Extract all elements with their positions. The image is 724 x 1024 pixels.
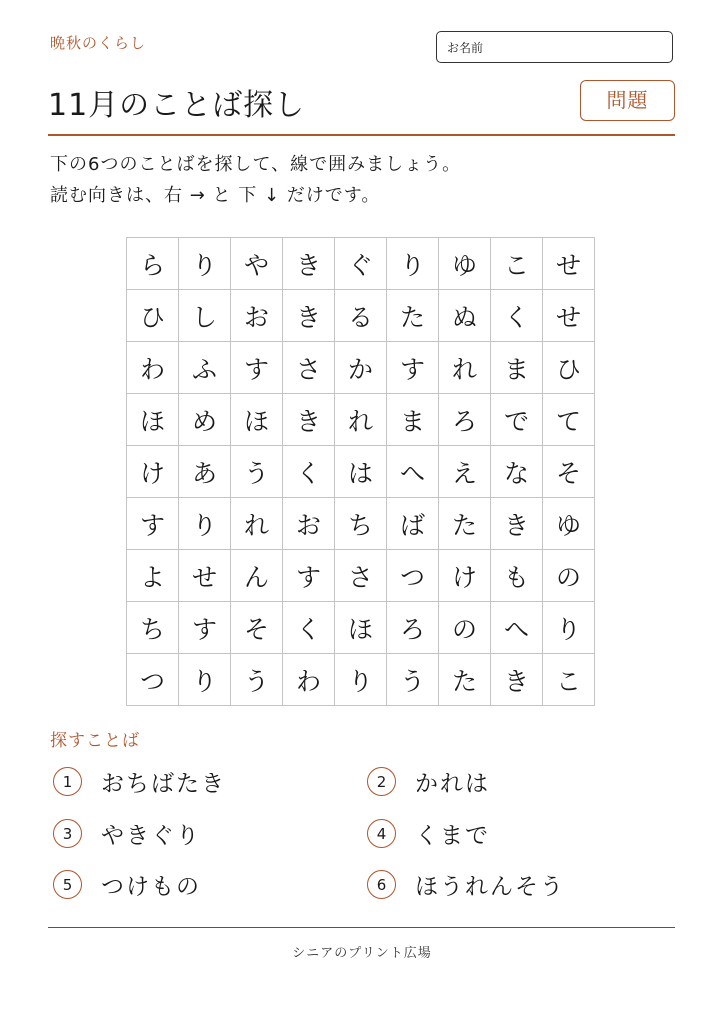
- grid-cell[interactable]: り: [335, 654, 387, 706]
- grid-cell[interactable]: う: [231, 446, 283, 498]
- number-badge: 2: [367, 767, 396, 796]
- grid-cell[interactable]: よ: [127, 550, 179, 602]
- grid-cell[interactable]: も: [491, 550, 543, 602]
- grid-cell[interactable]: わ: [127, 342, 179, 394]
- word-item: [367, 817, 490, 850]
- grid-cell[interactable]: ゆ: [439, 238, 491, 290]
- header-divider: [48, 134, 675, 136]
- grid-cell[interactable]: て: [543, 394, 595, 446]
- grid-cell[interactable]: か: [335, 342, 387, 394]
- grid-cell[interactable]: ろ: [439, 394, 491, 446]
- grid-cell[interactable]: せ: [543, 238, 595, 290]
- number-badge: 5: [53, 870, 82, 899]
- grid-cell[interactable]: す: [283, 550, 335, 602]
- footer-divider: [48, 927, 675, 928]
- grid-cell[interactable]: れ: [335, 394, 387, 446]
- grid-cell[interactable]: ら: [127, 238, 179, 290]
- word-text: つけもの: [101, 874, 201, 900]
- grid-cell[interactable]: り: [179, 498, 231, 550]
- grid-cell[interactable]: ふ: [179, 342, 231, 394]
- number-badge: 1: [53, 767, 82, 796]
- grid-cell[interactable]: え: [439, 446, 491, 498]
- grid-cell[interactable]: き: [491, 654, 543, 706]
- grid-cell[interactable]: れ: [439, 342, 491, 394]
- grid-cell[interactable]: ほ: [231, 394, 283, 446]
- grid-cell[interactable]: く: [283, 446, 335, 498]
- grid-cell[interactable]: ぐ: [335, 238, 387, 290]
- grid-cell[interactable]: う: [387, 654, 439, 706]
- grid-cell[interactable]: ぬ: [439, 290, 491, 342]
- grid-cell[interactable]: ば: [387, 498, 439, 550]
- grid-cell[interactable]: ん: [231, 550, 283, 602]
- grid-cell[interactable]: す: [387, 342, 439, 394]
- grid-cell[interactable]: で: [491, 394, 543, 446]
- word-search-grid: [126, 237, 595, 706]
- grid-cell[interactable]: た: [439, 654, 491, 706]
- grid-cell[interactable]: ま: [387, 394, 439, 446]
- grid-cell[interactable]: そ: [231, 602, 283, 654]
- grid-cell[interactable]: り: [179, 238, 231, 290]
- word-item: [367, 868, 565, 901]
- grid-cell[interactable]: せ: [543, 290, 595, 342]
- word-text: ほうれんそう: [415, 874, 565, 900]
- grid-cell[interactable]: き: [491, 498, 543, 550]
- grid-cell[interactable]: け: [127, 446, 179, 498]
- grid-cell[interactable]: く: [283, 602, 335, 654]
- grid-cell[interactable]: そ: [543, 446, 595, 498]
- words-heading: 探すことば: [50, 731, 140, 751]
- grid-cell[interactable]: り: [179, 654, 231, 706]
- grid-cell[interactable]: つ: [387, 550, 439, 602]
- grid-cell[interactable]: く: [491, 290, 543, 342]
- grid-cell[interactable]: ほ: [127, 394, 179, 446]
- grid-cell[interactable]: ひ: [543, 342, 595, 394]
- grid-cell[interactable]: へ: [491, 602, 543, 654]
- grid-cell[interactable]: ひ: [127, 290, 179, 342]
- footer-credit: シニアのプリント広場: [292, 946, 432, 961]
- grid-cell[interactable]: せ: [179, 550, 231, 602]
- instruction-line-2: 読む向きは、右 → と 下 ↓ だけです。: [50, 185, 381, 206]
- grid-cell[interactable]: れ: [231, 498, 283, 550]
- grid-cell[interactable]: り: [387, 238, 439, 290]
- grid-cell[interactable]: ほ: [335, 602, 387, 654]
- grid-cell[interactable]: う: [231, 654, 283, 706]
- instruction-line-1: 下の6つのことばを探して、線で囲みましょう。: [50, 154, 462, 175]
- grid-cell[interactable]: あ: [179, 446, 231, 498]
- grid-cell[interactable]: へ: [387, 446, 439, 498]
- grid-cell[interactable]: き: [283, 394, 335, 446]
- category-label: 晩秋のくらし: [50, 34, 147, 52]
- grid-cell[interactable]: さ: [283, 342, 335, 394]
- grid-cell[interactable]: め: [179, 394, 231, 446]
- grid-cell[interactable]: り: [543, 602, 595, 654]
- word-item: [53, 765, 226, 798]
- grid-cell[interactable]: こ: [543, 654, 595, 706]
- grid-cell[interactable]: す: [179, 602, 231, 654]
- word-text: くまで: [415, 823, 490, 849]
- grid-cell[interactable]: お: [231, 290, 283, 342]
- word-item: [53, 817, 201, 850]
- grid-cell[interactable]: は: [335, 446, 387, 498]
- grid-cell[interactable]: さ: [335, 550, 387, 602]
- problem-badge: 問題: [580, 80, 675, 121]
- word-item: [367, 765, 490, 798]
- grid-cell[interactable]: な: [491, 446, 543, 498]
- name-field-label: お名前: [447, 41, 484, 55]
- grid-cell[interactable]: す: [127, 498, 179, 550]
- grid-cell[interactable]: ち: [335, 498, 387, 550]
- number-badge: 3: [53, 819, 82, 848]
- grid-cell[interactable]: の: [439, 602, 491, 654]
- grid-cell[interactable]: や: [231, 238, 283, 290]
- grid-cell[interactable]: の: [543, 550, 595, 602]
- grid-cell[interactable]: こ: [491, 238, 543, 290]
- grid-cell[interactable]: き: [283, 290, 335, 342]
- grid-cell[interactable]: ま: [491, 342, 543, 394]
- word-text: かれは: [415, 771, 490, 797]
- grid-cell[interactable]: た: [387, 290, 439, 342]
- grid-cell[interactable]: し: [179, 290, 231, 342]
- word-text: おちばたき: [101, 771, 226, 797]
- grid-cell[interactable]: け: [439, 550, 491, 602]
- grid-cell[interactable]: る: [335, 290, 387, 342]
- page-title: 11月のことば探し: [48, 88, 306, 123]
- name-field[interactable]: [436, 31, 673, 63]
- grid-cell[interactable]: ち: [127, 602, 179, 654]
- grid-cell[interactable]: き: [283, 238, 335, 290]
- grid-cell[interactable]: お: [283, 498, 335, 550]
- number-badge: 6: [367, 870, 396, 899]
- word-text: やきぐり: [101, 823, 201, 849]
- grid-cell[interactable]: わ: [283, 654, 335, 706]
- grid-cell[interactable]: ろ: [387, 602, 439, 654]
- grid-cell[interactable]: す: [231, 342, 283, 394]
- grid-cell[interactable]: ゆ: [543, 498, 595, 550]
- grid-cell[interactable]: つ: [127, 654, 179, 706]
- word-item: [53, 868, 201, 901]
- number-badge: 4: [367, 819, 396, 848]
- grid-cell[interactable]: た: [439, 498, 491, 550]
